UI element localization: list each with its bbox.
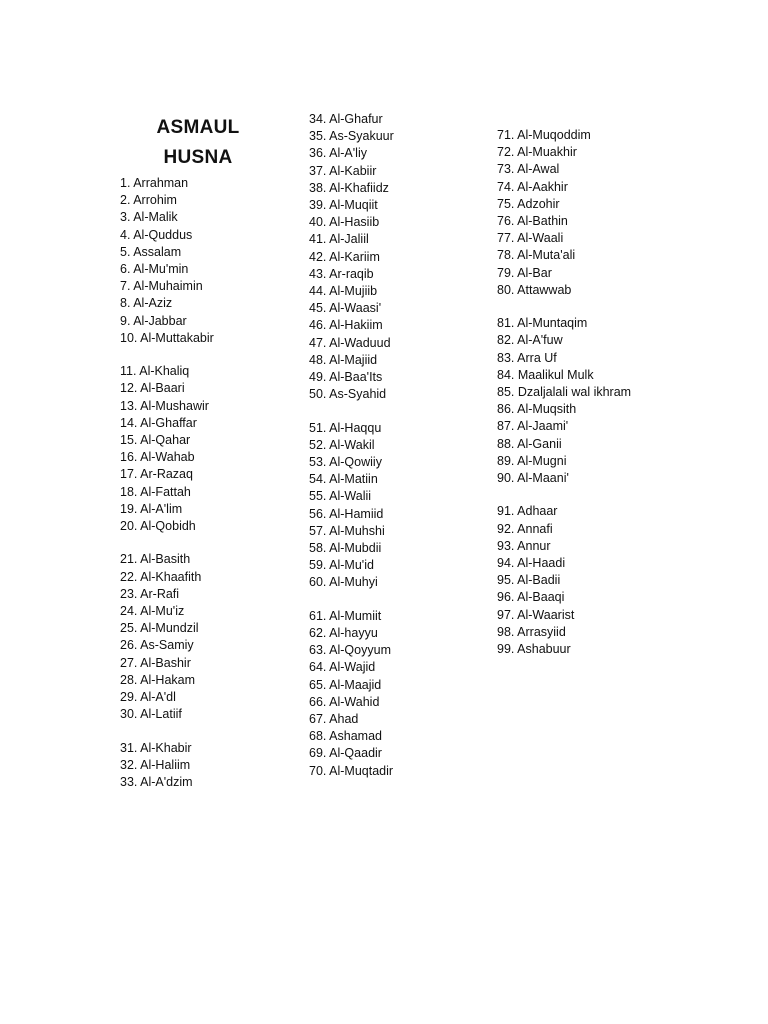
list-item: 32. Al-Haliim (120, 757, 191, 772)
list-item: 53. Al-Qowiiy (309, 455, 382, 469)
list-item: 52. Al-Wakil (309, 437, 375, 452)
list-item: 86. Al-Muqsith (497, 402, 577, 417)
list-item: 11. Al-Khaliq (120, 364, 190, 379)
list-item: 20. Al-Qobidh (120, 519, 196, 533)
list-item: 50. As-Syahid (309, 387, 387, 402)
list-item: 2. Arrohim (120, 193, 177, 208)
list-item: 12. Al-Baari (120, 381, 185, 396)
list-item: 6. Al-Mu'min (120, 262, 189, 276)
list-item: 21. Al-Basith (120, 552, 191, 567)
list-item: 63. Al-Qoyyum (309, 643, 391, 658)
list-item: 57. Al-Muhshi (309, 523, 385, 538)
list-item: 79. Al-Bar (497, 265, 552, 280)
list-item: 85. Dzaljalali wal ikhram (497, 385, 632, 399)
list-item: 3. Al-Malik (120, 210, 178, 225)
list-item: 13. Al-Mushawir (120, 398, 209, 413)
list-item: 65. Al-Maajid (309, 677, 382, 692)
list-item: 49. Al-Baa'Its (309, 370, 383, 384)
list-item: 75. Adzohir (497, 196, 560, 211)
list-item: 46. Al-Hakiim (309, 318, 383, 333)
list-item: 74. Al-Aakhir (497, 179, 568, 194)
page-title (150, 113, 246, 173)
list-item: 24. Al-Mu'iz (120, 604, 185, 618)
list-item: 44. Al-Mujiib (309, 284, 378, 298)
list-item: 8. Al-Aziz (120, 296, 173, 311)
list-item: 28. Al-Hakam (120, 672, 196, 687)
list-item: 26. As-Samiy (120, 638, 194, 653)
list-item: 66. Al-Wahid (309, 694, 380, 709)
list-item: 76. Al-Bathin (497, 214, 568, 228)
list-item: 16. Al-Wahab (120, 450, 195, 465)
list-item: 29. Al-A'dl (120, 690, 176, 704)
list-item: 97. Al-Waarist (497, 607, 575, 622)
list-item: 81. Al-Muntaqim (497, 316, 588, 331)
list-item: 37. Al-Kabiir (309, 163, 377, 178)
list-item: 54. Al-Matiin (309, 472, 378, 487)
list-item: 25. Al-Mundzil (120, 621, 199, 636)
list-item: 47. Al-Waduud (309, 335, 391, 350)
list-item: 40. Al-Hasiib (309, 215, 380, 230)
list-item: 14. Al-Ghaffar (120, 415, 197, 430)
list-item: 35. As-Syakuur (309, 129, 394, 144)
list-item: 77. Al-Waali (497, 231, 564, 246)
list-item: 84. Maalikul Mulk (497, 367, 594, 382)
list-item: 96. Al-Baaqi (497, 590, 565, 605)
list-item: 30. Al-Latiif (120, 707, 182, 722)
list-item: 59. Al-Mu'id (309, 558, 374, 573)
list-item: 60. Al-Muhyi (309, 575, 378, 590)
list-item: 19. Al-A'lim (120, 501, 183, 516)
list-item: 31. Al-Khabir (120, 740, 192, 755)
list-item: 42. Al-Kariim (309, 249, 380, 264)
list-item: 78. Al-Muta'ali (497, 248, 576, 263)
list-item: 34. Al-Ghafur (309, 112, 383, 126)
list-item: 98. Arrasyiid (497, 624, 566, 639)
list-item: 1. Arrahman (120, 176, 189, 190)
list-item: 69. Al-Qaadir (309, 746, 382, 761)
list-item: 17. Ar-Razaq (120, 467, 193, 482)
list-item: 83. Arra Uf (497, 350, 557, 365)
list-item: 38. Al-Khafiidz (309, 180, 389, 195)
list-item: 70. Al-Muqtadir (309, 763, 394, 778)
list-item: 45. Al-Waasi' (309, 301, 382, 316)
list-item: 64. Al-Wajid (309, 660, 376, 675)
list-item: 10. Al-Muttakabir (120, 330, 214, 345)
list-item: 23. Ar-Rafi (120, 586, 180, 601)
list-item: 94. Al-Haadi (497, 556, 566, 570)
list-item: 27. Al-Bashir (120, 655, 191, 670)
title-line-1: ASMAUL (156, 117, 240, 138)
list-item: 72. Al-Muakhir (497, 145, 577, 160)
title-line-2: HUSNA (163, 147, 233, 168)
list-item: 5. Assalam (120, 244, 182, 259)
list-item: 88. Al-Ganii (497, 436, 562, 451)
list-item: 99. Ashabuur (497, 642, 571, 656)
list-item: 48. Al-Majiid (309, 352, 378, 367)
list-item: 43. Ar-raqib (309, 266, 374, 281)
list-item: 58. Al-Mubdii (309, 541, 382, 555)
list-item: 73. Al-Awal (497, 162, 560, 177)
list-item: 22. Al-Khaafith (120, 569, 202, 584)
list-item: 93. Annur (497, 538, 551, 553)
list-item: 91. Adhaar (497, 504, 558, 519)
list-item: 4. Al-Quddus (120, 227, 193, 242)
list-item: 61. Al-Mumiit (309, 608, 382, 623)
list-item: 95. Al-Badii (497, 573, 561, 588)
list-item: 51. Al-Haqqu (309, 420, 382, 435)
list-item: 7. Al-Muhaimin (120, 279, 203, 294)
list-item: 15. Al-Qahar (120, 433, 191, 447)
list-item: 39. Al-Muqiit (309, 198, 378, 212)
list-item: 67. Ahad (309, 712, 359, 726)
list-item: 41. Al-Jaliil (309, 232, 369, 247)
list-item: 92. Annafi (497, 521, 553, 536)
list-item: 87. Al-Jaami' (497, 419, 569, 434)
list-item: 71. Al-Muqoddim (497, 128, 591, 142)
list-item: 89. Al-Mugni (497, 453, 567, 468)
list-item: 82. Al-A'fuw (497, 333, 563, 348)
list-item: 68. Ashamad (309, 729, 382, 744)
list-item: 33. Al-A'dzim (120, 775, 193, 789)
list-item: 36. Al-A'liy (309, 146, 367, 161)
list-item: 18. Al-Fattah (120, 484, 191, 499)
list-item: 90. Al-Maani' (497, 471, 569, 485)
list-item: 55. Al-Walii (309, 489, 372, 504)
list-item: 80. Attawwab (497, 282, 572, 297)
list-item: 56. Al-Hamiid (309, 506, 384, 521)
list-item: 9. Al-Jabbar (120, 313, 187, 328)
list-item: 62. Al-hayyu (309, 626, 378, 640)
